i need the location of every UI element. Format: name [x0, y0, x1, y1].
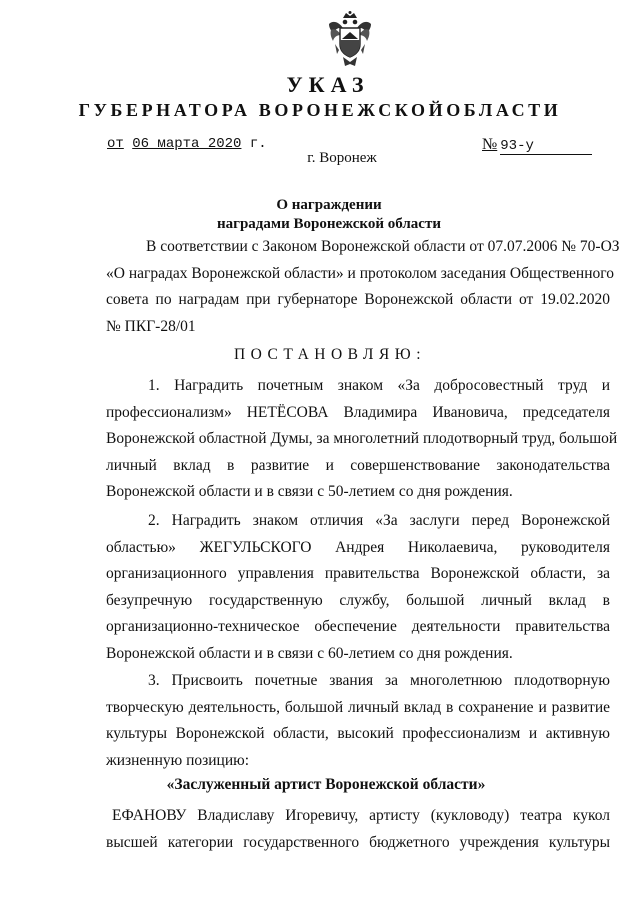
item-line: областью» ЖЕГУЛЬСКОГО Андрея Николаевича, руководителя	[106, 538, 610, 556]
preamble-line: совета по наградам при губернаторе Воронежской области от 19.02.2020	[106, 291, 610, 308]
preamble-line: В соответствии с Законом Воронежской области от 07.07.2006 № 70-ОЗ	[146, 238, 620, 255]
honor-title: «Заслуженный артист Воронежской области»	[166, 776, 486, 793]
item-line: жизненную позицию:	[106, 751, 250, 769]
item-line: Воронежской области и в связи с 50-летием со дня рождения.	[106, 483, 513, 500]
decree-subject	[0, 196, 640, 234]
preamble	[106, 234, 620, 340]
city-label: г. Воронеж	[307, 150, 377, 166]
date-prefix: от	[107, 136, 124, 152]
item-line: организационно-техническое обеспечение деятельности правительства	[106, 618, 610, 635]
date-suffix: г.	[249, 136, 267, 152]
resolve-heading: ПОСТАНОВЛЯЮ:	[233, 346, 427, 363]
awardee-line: ЕФАНОВУ Владиславу Игоревичу, артисту (кукловоду) театра кукол	[112, 807, 610, 824]
item-line: личный вклад в развитие и совершенствование законодательства	[106, 456, 610, 474]
decree-item-1	[106, 373, 618, 506]
item-line: 2. Наградить знаком отличия «За заслуги перед Воронежской	[148, 512, 610, 529]
item-line: Воронежской области и в связи с 60-летием со дня рождения.	[106, 644, 513, 662]
item-line: Воронежской областной Думы, за многолетний плодотворный труд, большой	[106, 430, 618, 447]
item-line: культуры Воронежской области, высокий профессионализм и активную	[106, 725, 610, 742]
decree-item-3	[106, 668, 610, 774]
preamble-line: «О наградах Воронежской области» и протоколом заседания Общественного	[106, 264, 614, 282]
subject-line: наградами Воронежской области	[217, 216, 441, 232]
item-line: творческую деятельность, большой личный вклад в сохранение и развитие	[106, 698, 610, 716]
item-line: 1. Наградить почетным знаком «За добросовестный труд и	[148, 377, 610, 394]
number-value: 93-у	[500, 139, 592, 155]
decree-item-2	[106, 508, 610, 667]
doc-type-title: УКАЗ	[286, 72, 370, 97]
item-line: профессионализм» НЕТЁСОВА Владимира Ивановича, председателя	[106, 403, 610, 421]
subject-line: О награждении	[276, 197, 382, 213]
number-sign: №	[482, 136, 498, 153]
awardee-line: высшей категории государственного бюджетного учреждения культуры	[106, 833, 610, 851]
coat-of-arms-icon	[325, 10, 375, 70]
preamble-line: № ПКГ-28/01	[106, 317, 196, 335]
awardee-paragraph	[106, 803, 610, 856]
item-line: безупречную государственную службу, большой личный вклад в	[106, 591, 610, 609]
item-line: 3. Присвоить почетные звания за многолетнюю плодотворную	[148, 672, 610, 689]
issuer-title: ГУБЕРНАТОРА ВОРОНЕЖСКОЙОБЛАСТИ	[78, 100, 562, 120]
date-value: 06 марта 2020	[132, 136, 242, 152]
item-line: организационного управления правительства Воронежской области, за	[106, 565, 610, 582]
